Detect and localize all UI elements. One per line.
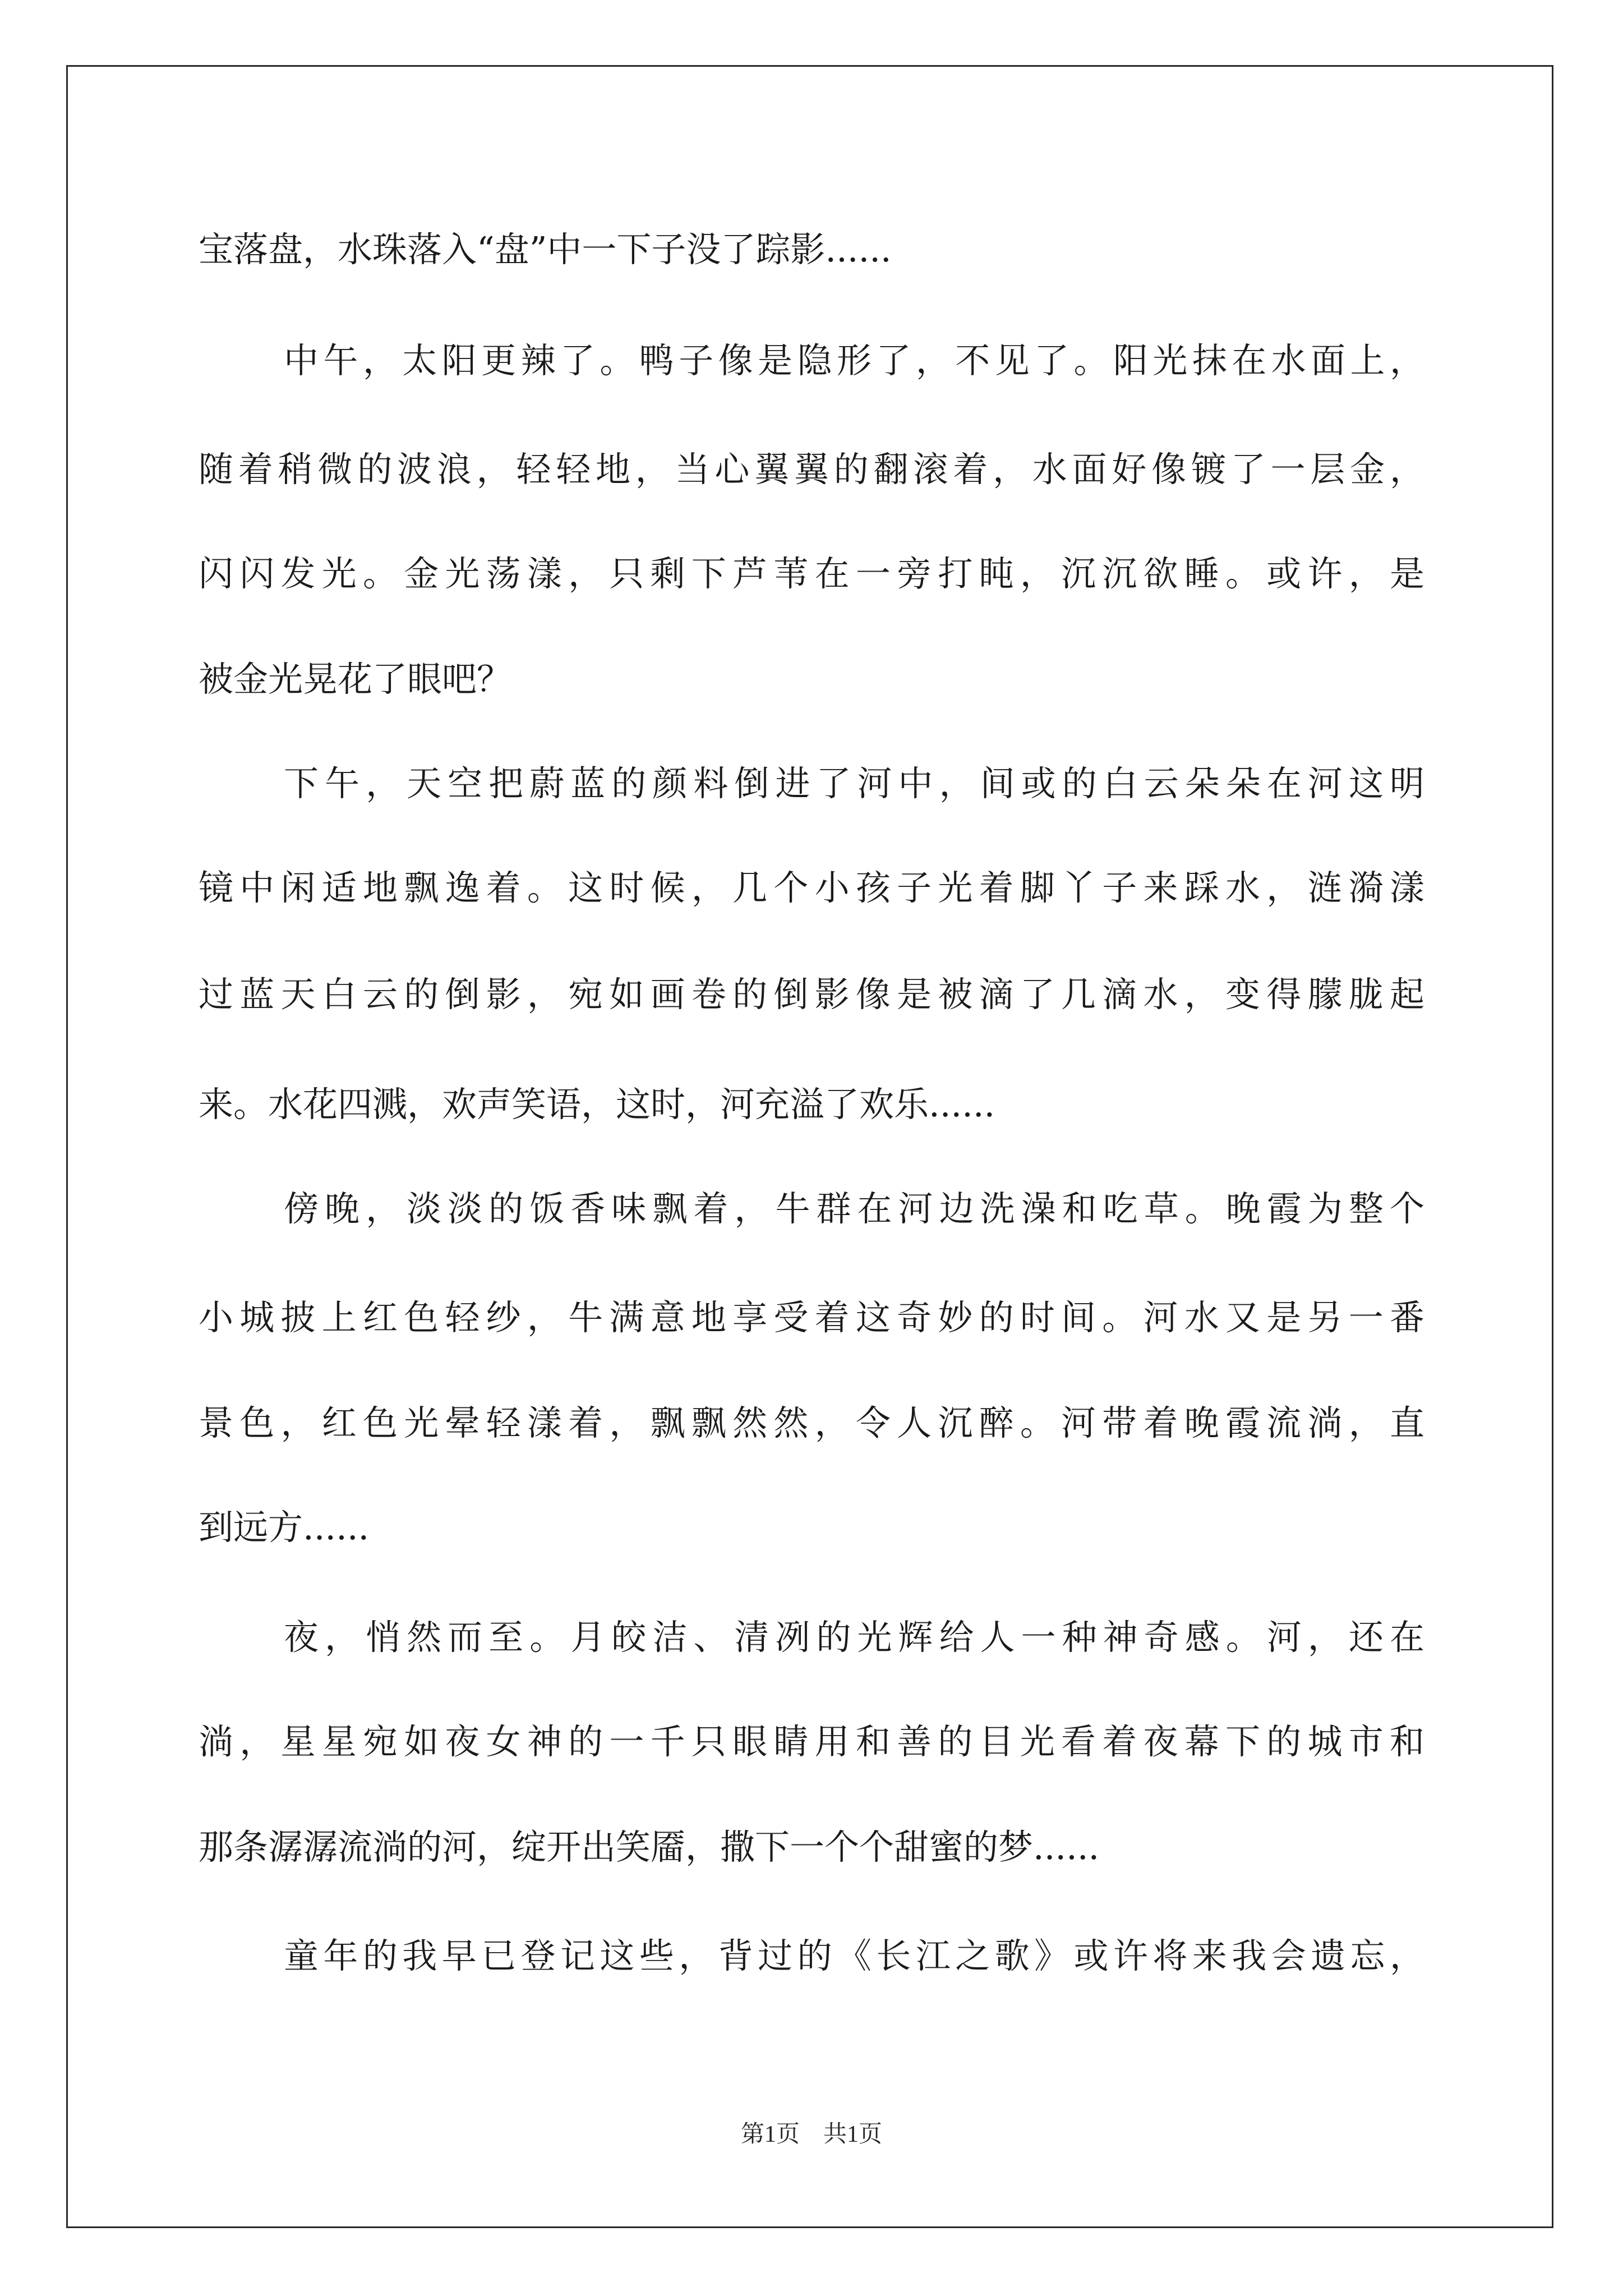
- text-line: 小城披上红色轻纱，牛满意地享受着这奇妙的时间。河水又是另一番: [199, 1297, 1424, 1338]
- page-frame: [66, 65, 1553, 2228]
- text-line: 宝落盘，水珠落入“盘”中一下子没了踪影......: [199, 229, 892, 270]
- paragraph-first-line: 童年的我早已登记这些，背过的《长江之歌》或许将来我会遗忘，: [284, 1935, 1424, 1976]
- paragraph-first-line: 夜，悄然而至。月皎洁、清冽的光辉给人一种神奇感。河，还在: [284, 1617, 1424, 1658]
- text-line: 来。水花四溅，欢声笑语，这时，河充溢了欢乐......: [199, 1084, 995, 1125]
- text-line: 随着稍微的波浪，轻轻地，当心翼翼的翻滚着，水面好像镀了一层金，: [199, 449, 1424, 490]
- text-line: 淌，星星宛如夜女神的一千只眼睛用和善的目光看着夜幕下的城市和: [199, 1721, 1424, 1762]
- paragraph-first-line: 中午，太阳更辣了。鸭子像是隐形了，不见了。阳光抹在水面上，: [284, 340, 1424, 381]
- page-number-footer: 第1页 共1页: [740, 2122, 882, 2147]
- text-line: 过蓝天白云的倒影，宛如画卷的倒影像是被滴了几滴水，变得朦胧起: [199, 974, 1424, 1015]
- paragraph-first-line: 下午，天空把蔚蓝的颜料倒进了河中，间或的白云朵朵在河这明: [284, 763, 1424, 804]
- text-line: 景色，红色光晕轻漾着，飘飘然然，令人沉醉。河带着晚霞流淌，直: [199, 1402, 1424, 1443]
- paragraph-first-line: 傍晚，淡淡的饭香味飘着，牛群在河边洗澡和吃草。晚霞为整个: [284, 1188, 1424, 1229]
- text-line: 闪闪发光。金光荡漾，只剩下芦苇在一旁打盹，沉沉欲睡。或许，是: [199, 553, 1424, 594]
- text-line: 镜中闲适地飘逸着。这时候，几个小孩子光着脚丫子来踩水，涟漪漾: [199, 867, 1424, 908]
- text-line: 那条潺潺流淌的河，绽开出笑靥，撒下一个个甜蜜的梦......: [199, 1826, 1100, 1867]
- text-line: 到远方......: [199, 1507, 370, 1548]
- text-line: 被金光晃花了眼吧？: [199, 659, 512, 700]
